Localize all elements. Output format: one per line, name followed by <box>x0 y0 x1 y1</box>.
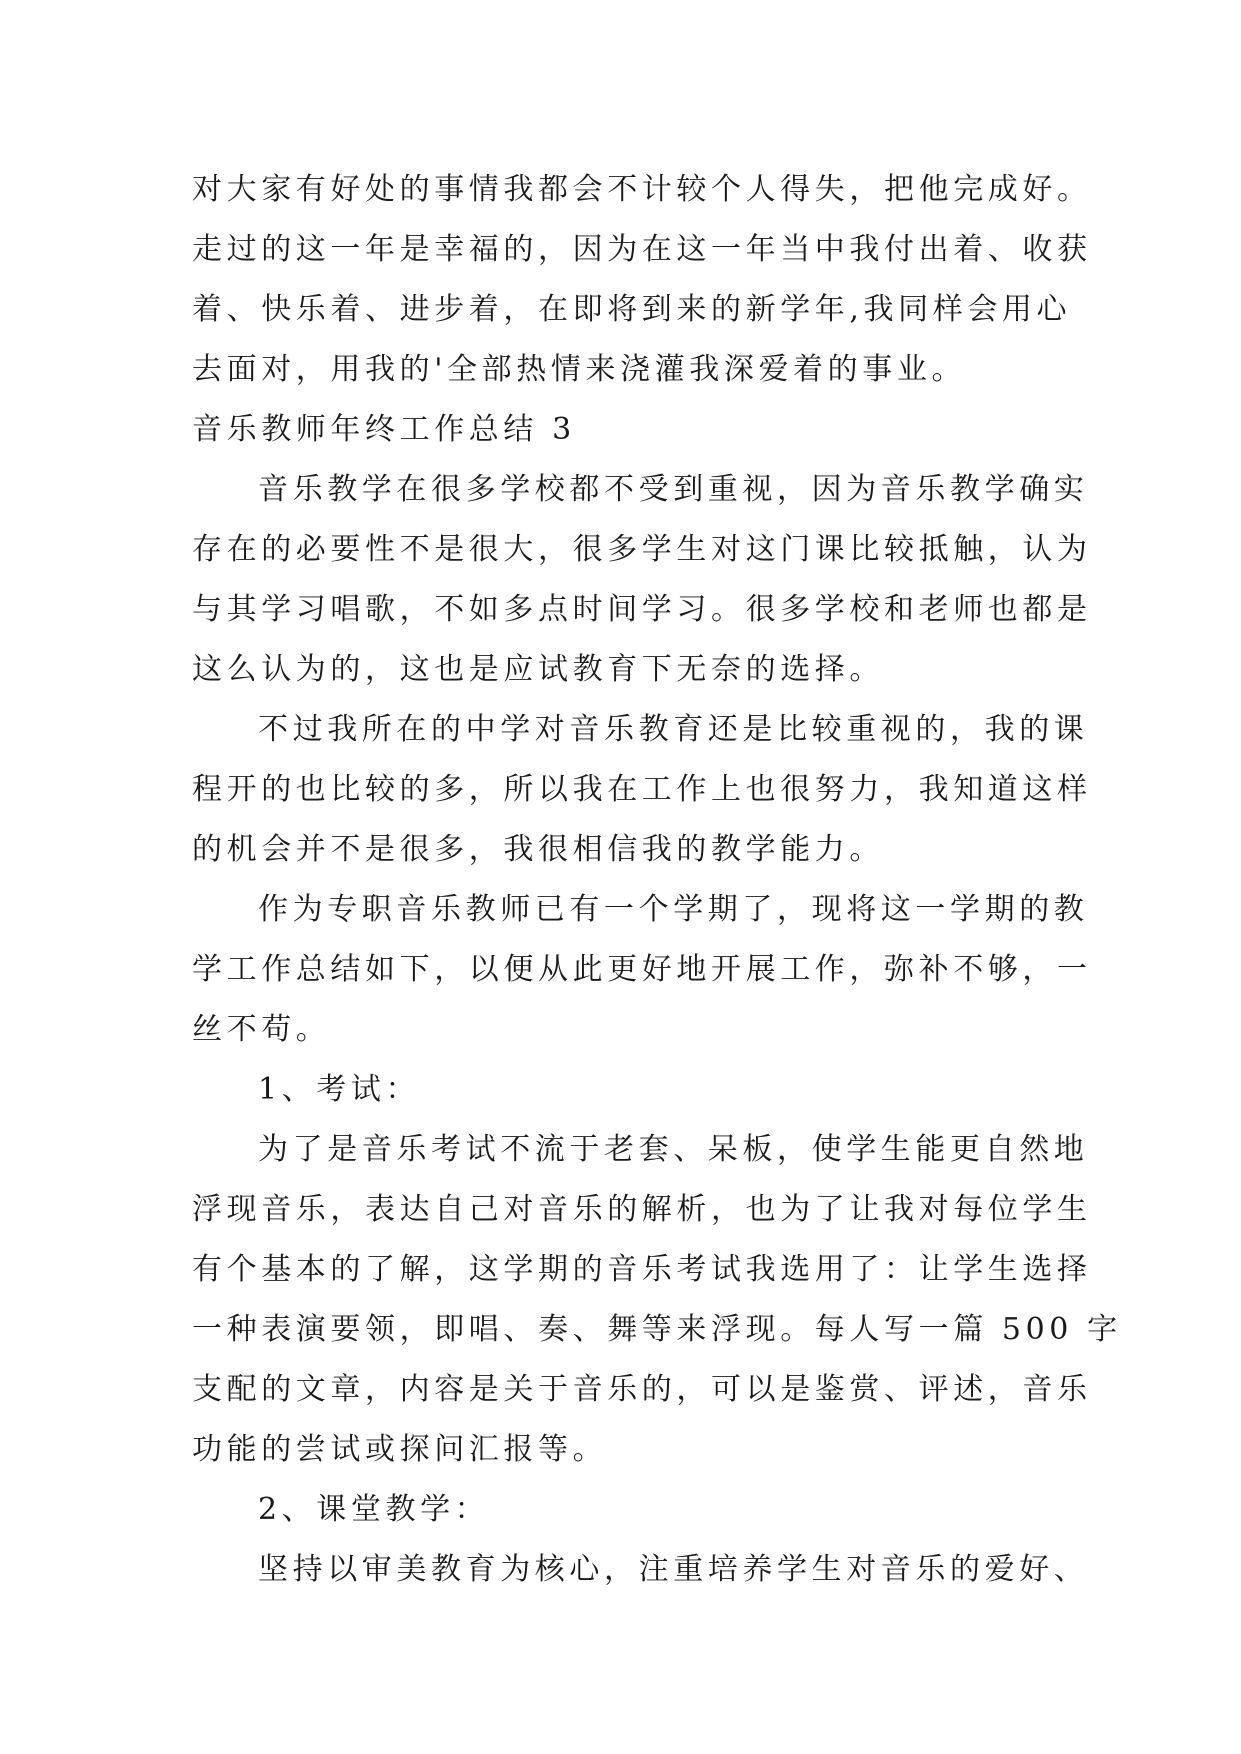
text-line: 走过的这一年是幸福的，因为在这一年当中我付出着、收获 <box>192 232 1092 267</box>
text-line: 浮现音乐，表达自己对音乐的解析，也为了让我对每位学生 <box>192 1192 1092 1227</box>
text-line: 功能的尝试或探问汇报等。 <box>192 1432 608 1467</box>
text-line: 音乐教师年终工作总结 3 <box>192 412 576 447</box>
text-line: 有个基本的了解，这学期的音乐考试我选用了：让学生选择 <box>192 1252 1092 1287</box>
text-line: 丝不苟。 <box>192 1012 331 1047</box>
paragraph-first-line: 作为专职音乐教师已有一个学期了，现将这一学期的教 <box>258 892 1089 927</box>
document-body <box>192 160 1122 1600</box>
text-line: 对大家有好处的事情我都会不计较个人得失，把他完成好。 <box>192 172 1092 207</box>
paragraph-first-line: 为了是音乐考试不流于老套、呆板，使学生能更自然地 <box>258 1132 1089 1167</box>
paragraph-first-line: 音乐教学在很多学校都不受到重视，因为音乐教学确实 <box>258 472 1089 507</box>
text-line: 支配的文章，内容是关于音乐的，可以是鉴赏、评述，音乐 <box>192 1372 1092 1407</box>
paragraph-first-line: 坚持以审美教育为核心，注重培养学生对音乐的爱好、 <box>258 1552 1089 1587</box>
paragraph-first-line: 1、考试： <box>258 1072 421 1107</box>
text-line: 去面对，用我的'全部热情来浇灌我深爱着的事业。 <box>192 352 967 387</box>
paragraph-first-line: 不过我所在的中学对音乐教育还是比较重视的，我的课 <box>258 712 1089 747</box>
text-line: 着、快乐着、进步着，在即将到来的新学年,我同样会用心 <box>192 292 1072 327</box>
text-line: 与其学习唱歌，不如多点时间学习。很多学校和老师也都是 <box>192 592 1092 627</box>
paragraph-first-line: 2、课堂教学： <box>258 1492 490 1527</box>
text-line: 的机会并不是很多，我很相信我的教学能力。 <box>192 832 884 867</box>
text-line: 学工作总结如下，以便从此更好地开展工作，弥补不够，一 <box>192 952 1092 987</box>
text-line: 一种表演要领，即唱、奏、舞等来浮现。每人写一篇 500 字 <box>192 1312 1122 1347</box>
text-line: 这么认为的，这也是应试教育下无奈的选择。 <box>192 652 884 687</box>
text-line: 存在的必要性不是很大，很多学生对这门课比较抵触，认为 <box>192 532 1092 567</box>
text-line: 程开的也比较的多，所以我在工作上也很努力，我知道这样 <box>192 772 1092 807</box>
